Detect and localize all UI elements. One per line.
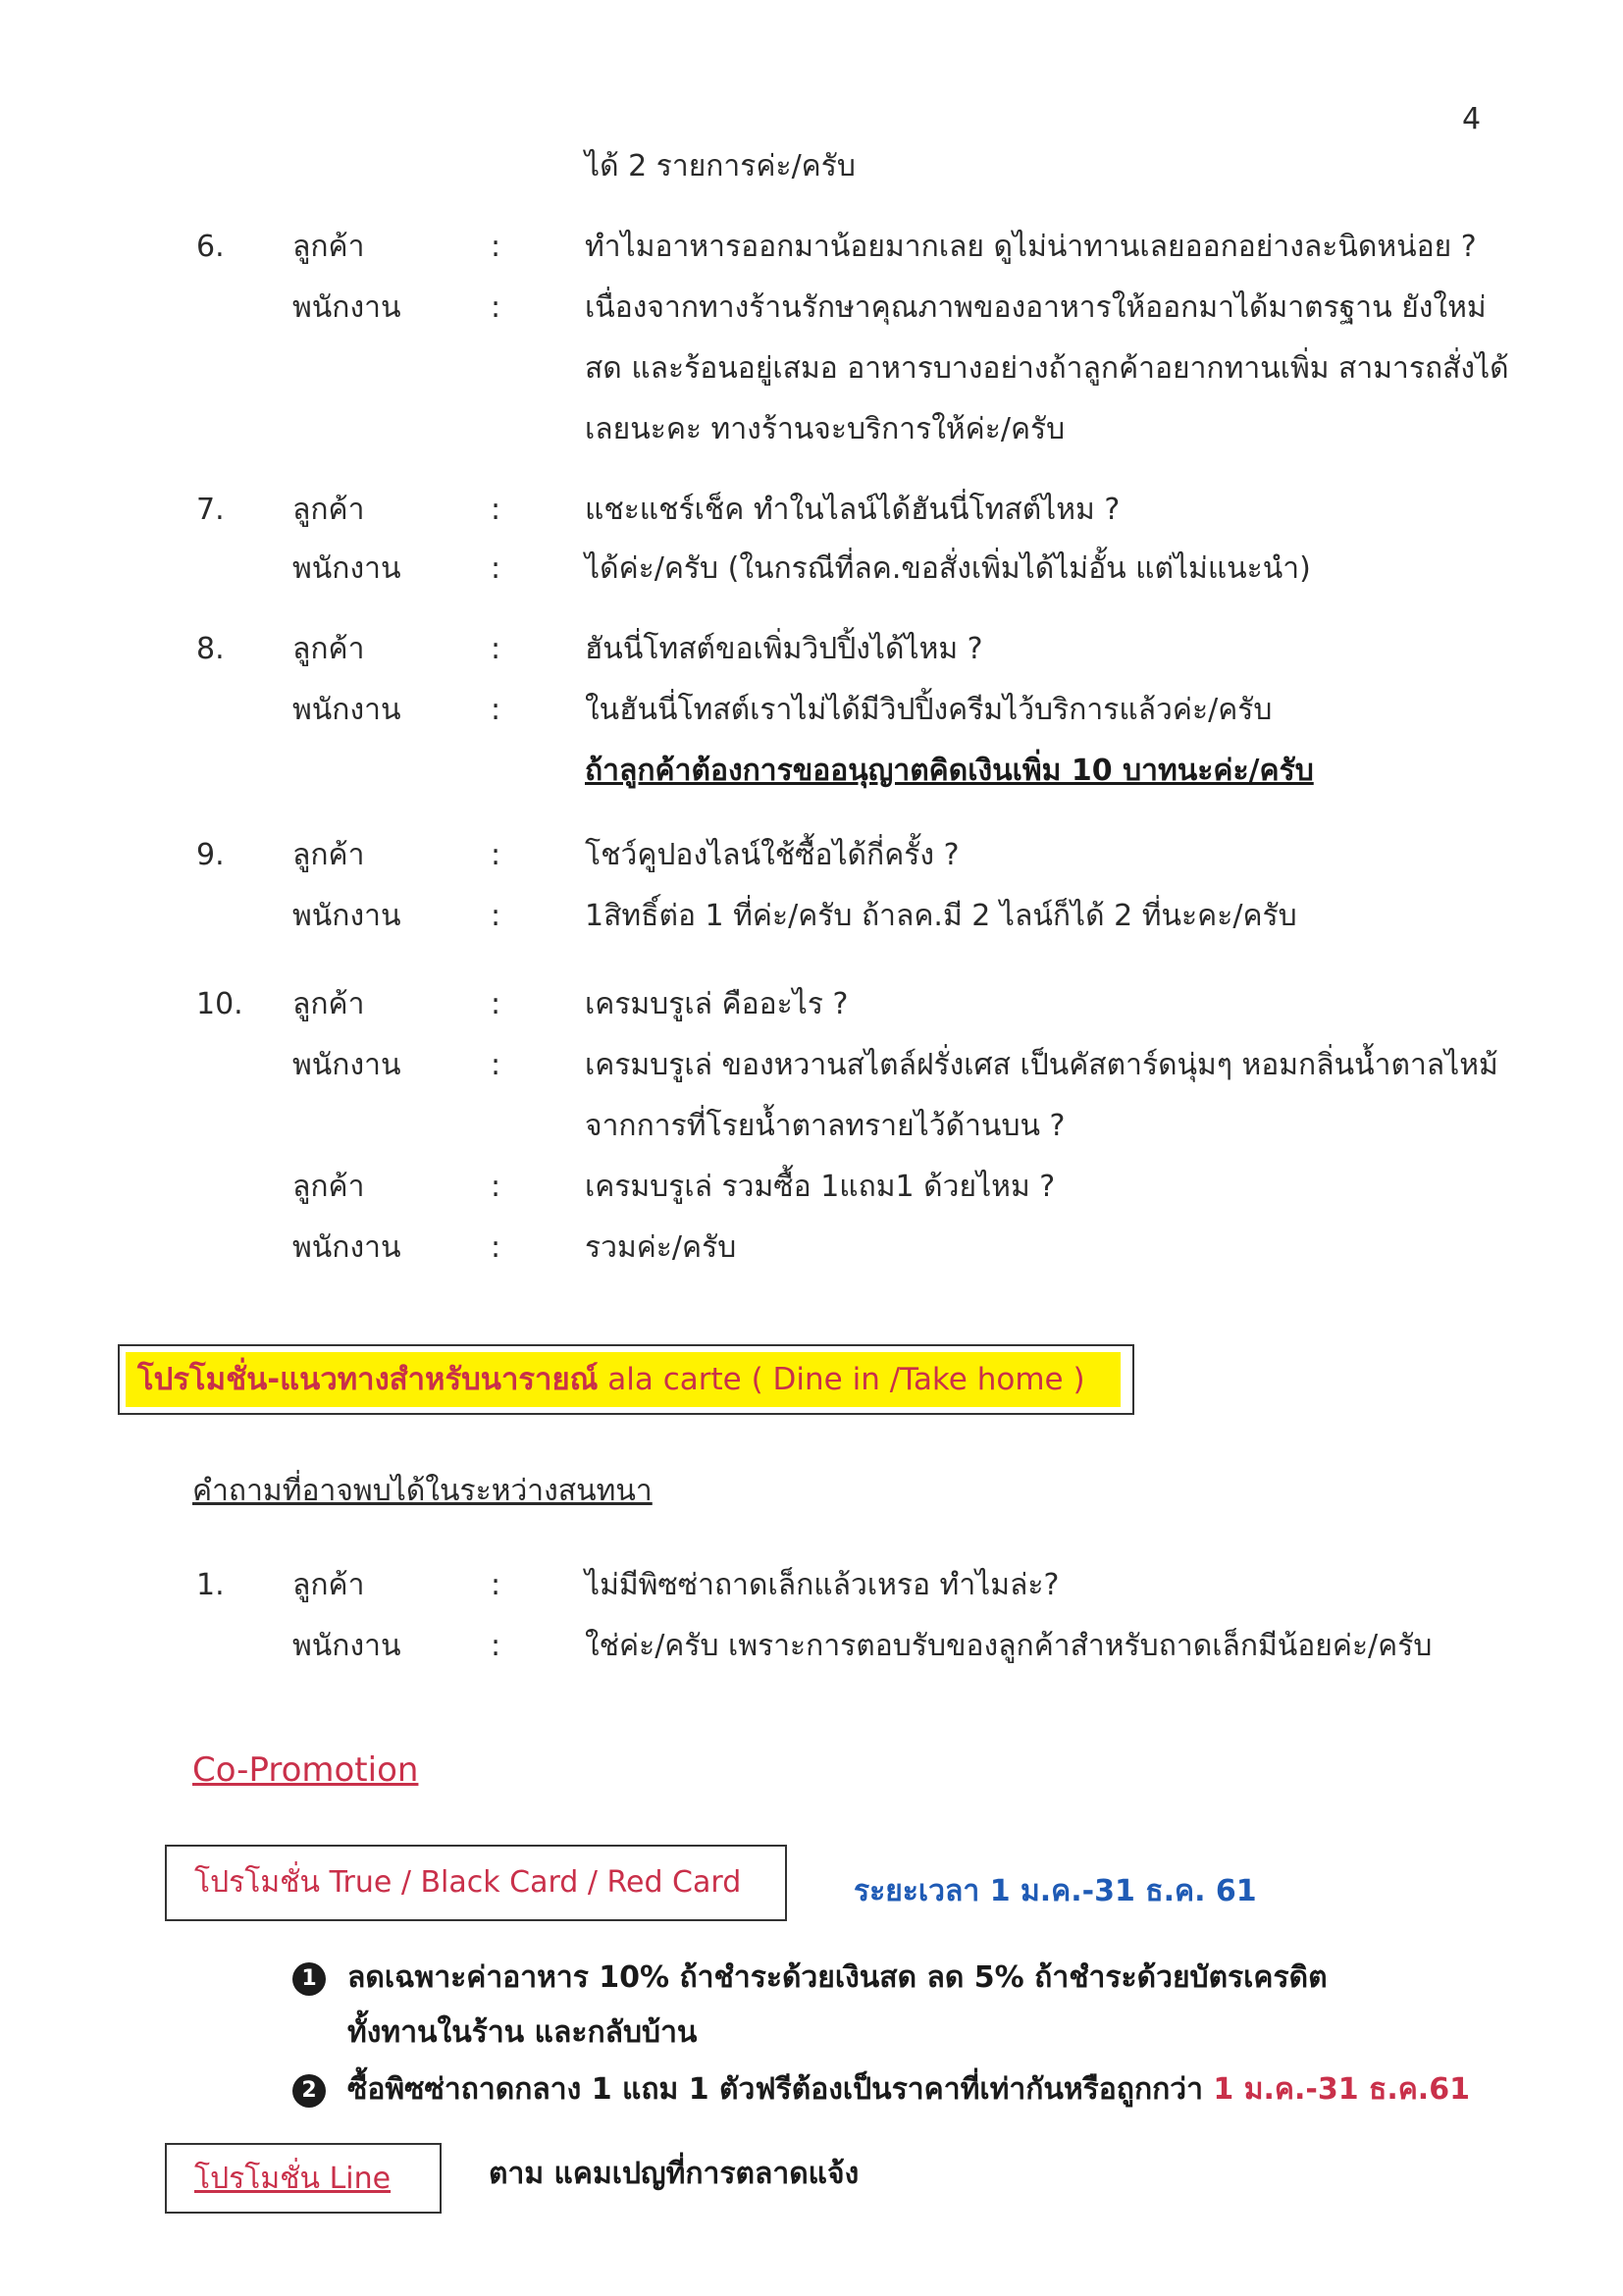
answer-text: 1สิทธิ์ต่อ 1 ที่ค่ะ/ครับ ถ้าลค.มี 2 ไลน์ก็ได้ 2 ที่นะคะ/ครับ <box>585 899 1297 933</box>
item-number: 1. <box>196 1568 225 1602</box>
separator: : <box>491 551 501 586</box>
faq-heading: คำถามที่อาจพบได้ในระหว่างสนทนา <box>192 1474 653 1508</box>
answer-text: เลยนะคะ ทางร้านจะบริการให้ค่ะ/ครับ <box>585 412 1066 446</box>
separator: : <box>491 1629 501 1663</box>
promo-heading <box>137 1358 1085 1401</box>
separator: : <box>491 838 501 872</box>
separator: : <box>491 493 501 527</box>
number-2-icon: 2 <box>292 2074 326 2108</box>
question-text: แชะแชร์เช็ค ทำในไลน์ได้ฮันนี่โทสต์ไหม ? <box>585 493 1121 527</box>
answer-text: สด และร้อนอยู่เสมอ อาหารบางอย่างถ้าลูกค้าอยากทานเพิ่ม สามารถสั่งได้ <box>585 351 1509 386</box>
answer-text: เนื่องจากทางร้านรักษาคุณภาพของอาหารให้ออกมาได้มาตรฐาน ยังใหม่ <box>585 290 1487 325</box>
answer-text: ใช่ค่ะ/ครับ เพราะการตอบรับของลูกค้าสำหรับถาดเล็กมีน้อยค่ะ/ครับ <box>585 1629 1433 1663</box>
number-1-icon: 1 <box>292 1962 326 1996</box>
speaker-customer: ลูกค้า <box>292 1170 365 1204</box>
bullet-text: ซื้อพิซซ่าถาดกลาง 1 แถม 1 ตัวฟรีต้องเป็นราคาที่เท่ากันหรือถูกกว่า <box>347 2072 1203 2107</box>
separator: : <box>491 1230 501 1265</box>
line-promo-label: โปรโมชั่น Line <box>194 2162 392 2196</box>
speaker-customer: ลูกค้า <box>292 632 365 666</box>
speaker-staff: พนักงาน <box>292 899 401 933</box>
question-text: โชว์คูปองไลน์ใช้ซื้อได้กี่ครั้ง ? <box>585 838 960 872</box>
promo-heading-thai: โปรโมชั่น-แนวทางสำหรับนารายณ์ <box>137 1362 599 1397</box>
card-promo-box <box>165 1845 787 1921</box>
speaker-staff: พนักงาน <box>292 1230 401 1265</box>
bullet-line: ลดเฉพาะค่าอาหาร 10% ถ้าชำระด้วยเงินสด ลด 5% ถ้าชำระด้วยบัตรเครดิต <box>347 1960 1328 1995</box>
separator: : <box>491 1568 501 1602</box>
question-text: ฮันนี่โทสต์ขอเพิ่มวิปปิ้งได้ไหม ? <box>585 632 983 666</box>
speaker-staff: พนักงาน <box>292 290 401 325</box>
answer-text: ในฮันนี่โทสต์เราไม่ได้มีวิปปิ้งครีมไว้บริการแล้วค่ะ/ครับ <box>585 693 1273 727</box>
speaker-staff: พนักงาน <box>292 551 401 586</box>
speaker-customer: ลูกค้า <box>292 230 365 264</box>
separator: : <box>491 1170 501 1204</box>
speaker-staff: พนักงาน <box>292 1629 401 1663</box>
separator: : <box>491 230 501 264</box>
bullet-date: 1 ม.ค.-31 ธ.ค.61 <box>1202 2072 1470 2107</box>
card-promo-label: โปรโมชั่น True / Black Card / Red Card <box>194 1865 742 1900</box>
answer-text: ได้ค่ะ/ครับ (ในกรณีที่ลค.ขอสั่งเพิ่มได้ไม่อั้น แต่ไม่แนะนำ) <box>585 551 1311 586</box>
separator: : <box>491 693 501 727</box>
item-number: 8. <box>196 632 225 666</box>
page-number: 4 <box>1462 102 1482 136</box>
answer-text: รวมค่ะ/ครับ <box>585 1230 737 1265</box>
speaker-customer: ลูกค้า <box>292 987 365 1021</box>
item-number: 10. <box>196 987 243 1021</box>
item-number: 6. <box>196 230 225 264</box>
card-promo-period: ระยะเวลา 1 ม.ค.-31 ธ.ค. 61 <box>854 1874 1257 1908</box>
speaker-staff: พนักงาน <box>292 693 401 727</box>
separator: : <box>491 290 501 325</box>
question-text: ไม่มีพิซซ่าถาดเล็กแล้วเหรอ ทำไมล่ะ? <box>585 1568 1060 1602</box>
separator: : <box>491 899 501 933</box>
line-promo-desc: ตาม แคมเปญที่การตลาดแจ้ง <box>489 2157 860 2191</box>
separator: : <box>491 1048 501 1082</box>
promo-heading-eng: ala carte ( Dine in /Take home ) <box>598 1362 1085 1397</box>
bullet-line <box>347 2070 1470 2110</box>
speaker-staff: พนักงาน <box>292 1048 401 1082</box>
question-text: ทำไมอาหารออกมาน้อยมากเลย ดูไม่น่าทานเลยออกอย่างละนิดหน่อย ? <box>585 230 1477 264</box>
co-promotion-title: Co-Promotion <box>192 1750 419 1790</box>
answer-text: เครมบรูเล่ ของหวานสไตล์ฝรั่งเศส เป็นคัสตาร์ดนุ่มๆ หอมกลิ่นน้ำตาลไหม้ <box>585 1048 1498 1082</box>
speaker-customer: ลูกค้า <box>292 493 365 527</box>
bullet-line: ทั้งทานในร้าน และกลับบ้าน <box>347 2015 698 2050</box>
separator: : <box>491 632 501 666</box>
question-text: เครมบรูเล่ คืออะไร ? <box>585 987 849 1021</box>
item-number: 9. <box>196 838 225 872</box>
line-promo-box <box>165 2143 442 2214</box>
continuation-line: ได้ 2 รายการค่ะ/ครับ <box>585 149 856 183</box>
speaker-customer: ลูกค้า <box>292 838 365 872</box>
separator: : <box>491 987 501 1021</box>
answer-text: จากการที่โรยน้ำตาลทรายไว้ด้านบน ? <box>585 1109 1066 1143</box>
promo-heading-box <box>118 1344 1134 1415</box>
answer-text-emphasis: ถ้าลูกค้าต้องการขออนุญาตคิดเงินเพิ่ม 10 บาทนะค่ะ/ครับ <box>585 754 1314 788</box>
question-text: เครมบรูเล่ รวมซื้อ 1แถม1 ด้วยไหม ? <box>585 1170 1056 1204</box>
speaker-customer: ลูกค้า <box>292 1568 365 1602</box>
item-number: 7. <box>196 493 225 527</box>
